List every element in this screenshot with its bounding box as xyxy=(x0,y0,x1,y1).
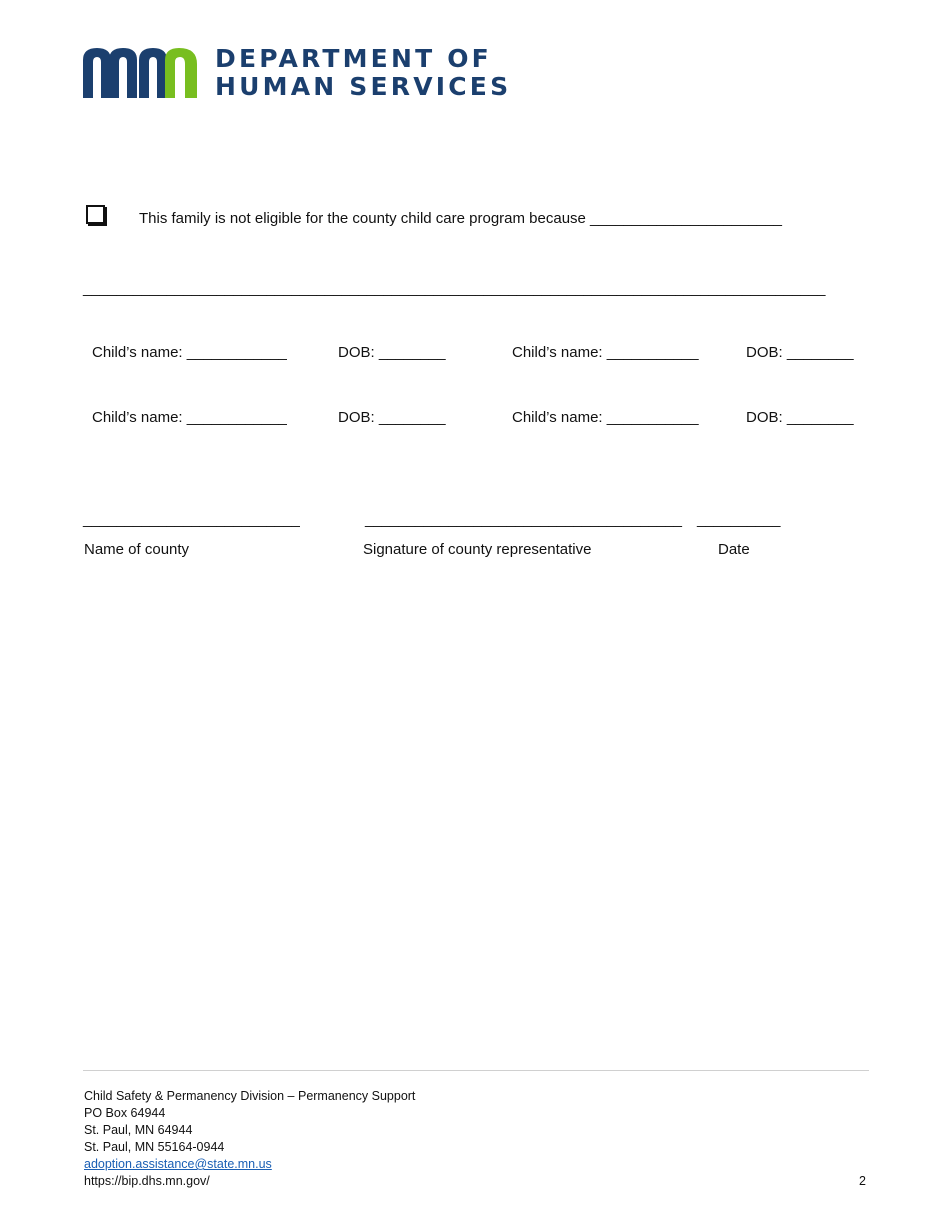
dob-field[interactable]: DOB: ________ xyxy=(338,409,446,426)
child-name-field[interactable]: Child’s name: ____________ xyxy=(92,344,287,361)
reason-line: _________________________________________________________________________________________ xyxy=(83,280,826,297)
footer-address xyxy=(84,1088,415,1190)
footer-email-link[interactable]: adoption.assistance@state.mn.us xyxy=(84,1157,272,1171)
footer-city-2: St. Paul, MN 55164-0944 xyxy=(84,1140,225,1154)
page-number: 2 xyxy=(859,1174,866,1188)
date-label: Date xyxy=(718,541,750,558)
county-name-label: Name of county xyxy=(84,541,190,558)
child-name-field[interactable]: Child’s name: ____________ xyxy=(92,409,287,426)
child-name-field[interactable]: Child’s name: ___________ xyxy=(512,409,699,426)
logo-wordmark xyxy=(215,45,511,101)
checkbox-empty-icon[interactable] xyxy=(86,205,105,224)
footer-divider xyxy=(83,1070,869,1071)
dhs-logo xyxy=(83,42,513,102)
footer-city-1: St. Paul, MN 64944 xyxy=(84,1123,193,1137)
footer-website: https://bip.dhs.mn.gov/ xyxy=(84,1174,210,1188)
dob-field[interactable]: DOB: ________ xyxy=(338,344,446,361)
eligibility-statement: This family is not eligible for the county child care program because _______________________ xyxy=(139,210,782,227)
county-name-line[interactable]: __________________________ xyxy=(83,511,300,528)
mn-logo-icon xyxy=(83,42,201,100)
signature-label: Signature of county representative xyxy=(363,541,592,558)
signature-line[interactable]: ______________________________________ xyxy=(365,511,683,528)
date-line[interactable]: __________ xyxy=(697,511,781,528)
footer-division: Child Safety & Permanency Division – Permanency Support xyxy=(84,1089,416,1103)
dob-field[interactable]: DOB: ________ xyxy=(746,409,854,426)
dob-field[interactable]: DOB: ________ xyxy=(746,344,854,361)
footer-po-box: PO Box 64944 xyxy=(84,1106,166,1120)
child-name-field[interactable]: Child’s name: ___________ xyxy=(512,344,699,361)
logo-line-1: DEPARTMENT OF xyxy=(215,44,492,73)
logo-line-2: HUMAN SERVICES xyxy=(215,72,512,101)
